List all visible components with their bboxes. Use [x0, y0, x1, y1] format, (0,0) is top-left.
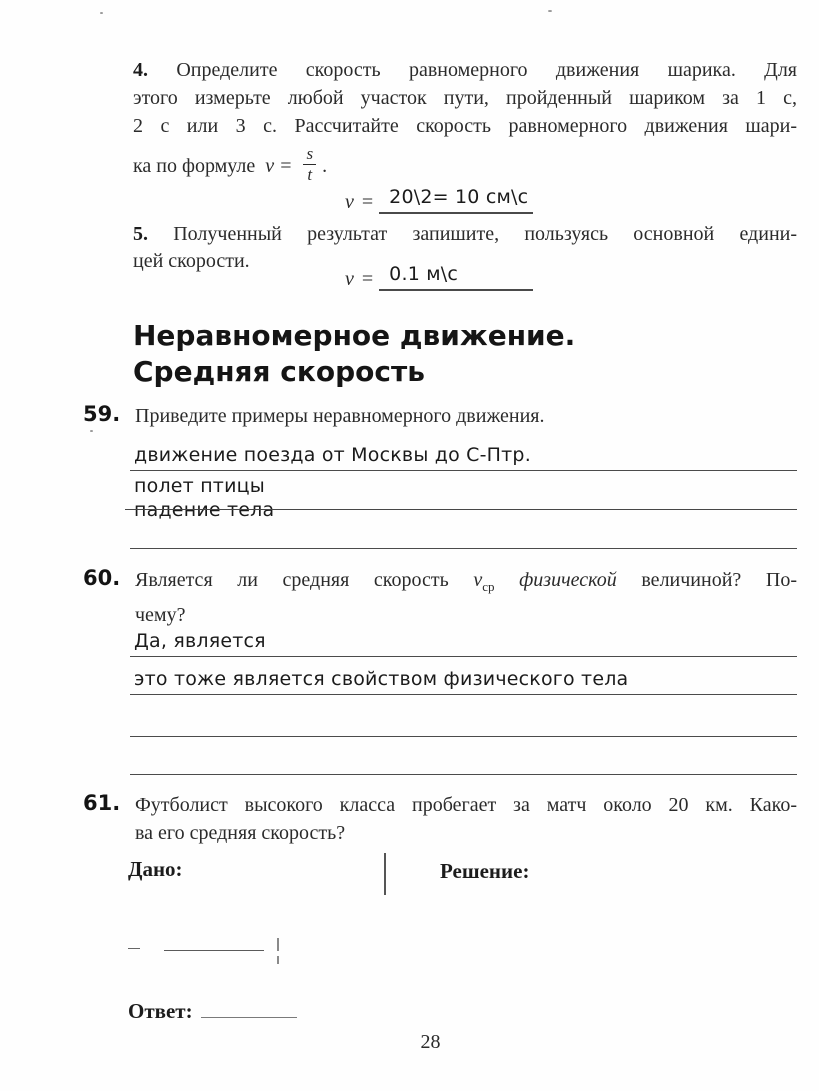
- formula-period: .: [322, 155, 328, 177]
- given-label: Дано:: [128, 857, 183, 881]
- solution-label: Решение:: [440, 859, 530, 883]
- task59-answer-line-1: [130, 437, 797, 471]
- task60-answer-line-4-empty: [130, 737, 797, 775]
- task60-answer-line-2: [130, 657, 797, 695]
- task5-line1: 5. Полученный результат запишите, пользуясь основной едини-: [133, 223, 798, 245]
- page-number: 28: [420, 1031, 441, 1053]
- task60-question: [135, 566, 797, 629]
- task60: [83, 566, 797, 629]
- given-solution-divider: [384, 853, 386, 895]
- task60-answers: [130, 626, 797, 775]
- task60-answer-line-1: [130, 626, 797, 657]
- task4-line1: 4. Определите скорость равномерного движения шарика. Для: [133, 59, 798, 81]
- task60-answer-line-3-empty: [130, 695, 797, 737]
- formula-variable: v: [265, 155, 275, 177]
- ruled-line-through-text: [125, 509, 797, 510]
- answer-blank-line: [201, 997, 297, 1018]
- section-heading-line1: Неравномерное движение.: [133, 319, 576, 352]
- task4-line2: этого измерьте любой участок пути, пройденный шариком за 1 с,: [133, 87, 797, 109]
- task5-line2: цей скорости.: [133, 250, 250, 272]
- pen-dash-mark: [128, 948, 140, 949]
- task59-handwritten-2: полет птицы: [134, 475, 265, 497]
- task59-handwritten-1: движение поезда от Москвы до С-Птр.: [134, 444, 531, 466]
- work-marks: [128, 944, 264, 958]
- task4-answer-field: [379, 186, 533, 214]
- task59-number: 59.: [83, 402, 121, 426]
- answer-row: [128, 997, 297, 1024]
- task60-handwritten-2: это тоже является свойством физического тела: [134, 668, 629, 690]
- task4-number: 4.: [133, 59, 148, 81]
- task4-formula-line: [133, 143, 797, 189]
- task60-variable: v: [473, 569, 483, 591]
- task60-question-line2: чему?: [135, 604, 186, 626]
- task5-handwritten-answer: 0.1 м\с: [389, 263, 459, 285]
- task59-answers: [130, 437, 797, 549]
- task5-answer-row: [345, 263, 533, 291]
- task4-answer-variable: v: [345, 191, 354, 213]
- task59: [83, 402, 797, 430]
- formula-prefix: ка по формуле: [133, 155, 256, 177]
- task5-number: 5.: [133, 223, 148, 245]
- task61-question-line1: Футболист высокого класса пробегает за матч около 20 км. Како-: [135, 794, 797, 816]
- task4-handwritten-answer: 20\2= 10 см\с: [389, 186, 529, 208]
- task4-answer-equals: =: [361, 191, 374, 213]
- task59-handwritten-3: падение тела: [134, 499, 275, 521]
- short-work-line: [164, 950, 264, 951]
- scan-speck: [548, 10, 552, 12]
- pen-tick-mark: [277, 938, 279, 951]
- task61-question-line2: ва его средняя скорость?: [135, 822, 346, 844]
- task4-paragraph: [133, 56, 797, 140]
- section-heading-line2: Средняя скорость: [133, 355, 425, 388]
- task61-question: [135, 791, 797, 847]
- task4-answer-row: [345, 186, 533, 214]
- task60-question-line1: Является ли средняя скорость $v_{ср}$ физической величиной? По-: [135, 569, 797, 594]
- scan-speck: [100, 12, 103, 14]
- scan-speck: [90, 430, 93, 432]
- task5-answer-equals: =: [361, 268, 374, 290]
- task4-line3: 2 с или 3 с. Рассчитайте скорость равномерного движения шари-: [133, 115, 797, 137]
- pen-tick-mark-2: [277, 956, 279, 964]
- task59-question: Приведите примеры неравномерного движения.: [135, 405, 545, 427]
- task5-answer-field: [379, 263, 533, 291]
- task61-number: 61.: [83, 791, 121, 815]
- task59-answer-line-4-empty: [130, 521, 797, 549]
- task59-answer-line-3: [130, 497, 797, 521]
- task59-answer-line-2: [130, 471, 797, 497]
- task60-number: 60.: [83, 566, 121, 590]
- task5-answer-variable: v: [345, 268, 354, 290]
- task61: [83, 791, 797, 847]
- task60-handwritten-1: Да, является: [134, 630, 266, 652]
- given-solution-block: [128, 855, 688, 901]
- task60-variable-subscript: ср: [482, 579, 495, 594]
- section-heading: [133, 318, 733, 390]
- answer-label: Ответ:: [128, 999, 193, 1023]
- formula-equals: =: [280, 155, 292, 177]
- formula-fraction: $\frac{s}{t}$: [302, 145, 317, 184]
